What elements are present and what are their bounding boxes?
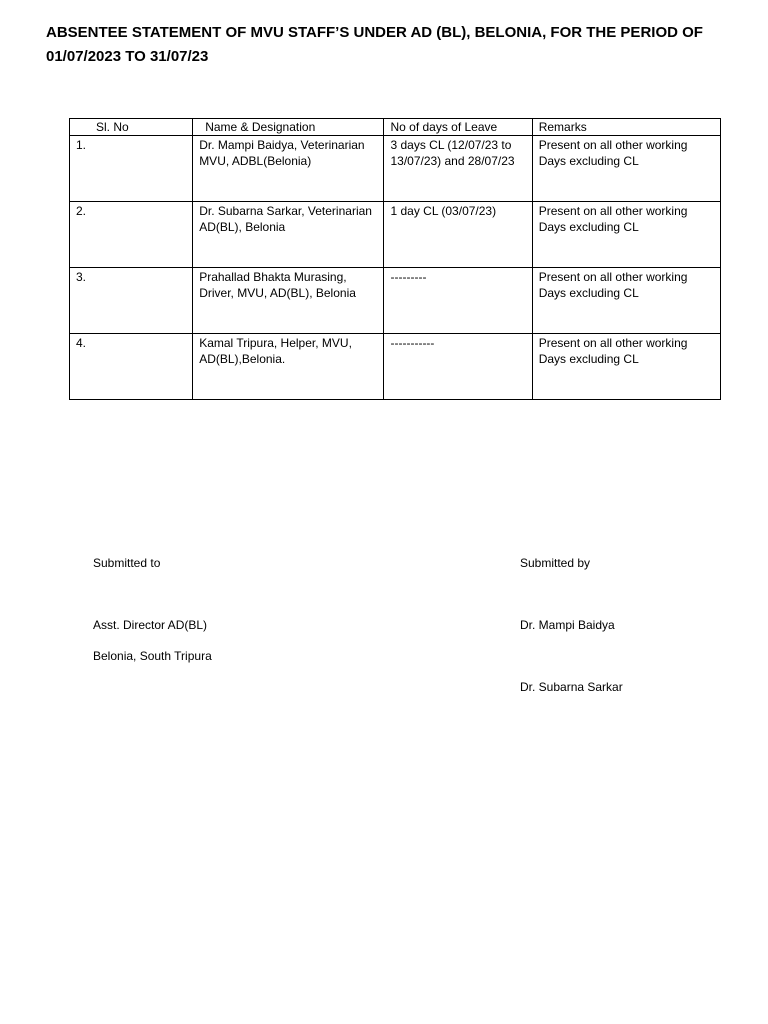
cell-name-designation: Dr. Mampi Baidya, Veterinarian MVU, ADBL(Belonia) xyxy=(193,136,384,202)
cell-remarks: Present on all other working Days excluding CL xyxy=(532,334,720,400)
cell-name-designation: Kamal Tripura, Helper, MVU, AD(BL),Belonia. xyxy=(193,334,384,400)
cell-sl-no: 4. xyxy=(70,334,193,400)
header-days-of-leave: No of days of Leave xyxy=(384,119,532,136)
cell-days-of-leave: ----------- xyxy=(384,334,532,400)
cell-name-designation: Prahallad Bhakta Murasing, Driver, MVU, AD(BL), Belonia xyxy=(193,268,384,334)
header-name-designation: Name & Designation xyxy=(193,119,384,136)
header-remarks: Remarks xyxy=(532,119,720,136)
cell-days-of-leave: --------- xyxy=(384,268,532,334)
table-row xyxy=(70,334,721,400)
table-row xyxy=(70,202,721,268)
cell-remarks: Present on all other working Days excluding CL xyxy=(532,136,720,202)
cell-sl-no: 1. xyxy=(70,136,193,202)
cell-days-of-leave: 1 day CL (03/07/23) xyxy=(384,202,532,268)
cell-sl-no: 3. xyxy=(70,268,193,334)
table-row xyxy=(70,268,721,334)
absentee-table xyxy=(69,118,721,400)
table-row xyxy=(70,136,721,202)
submitted-by-label: Submitted by xyxy=(520,556,591,570)
cell-name-designation: Dr. Subarna Sarkar, Veterinarian AD(BL), Belonia xyxy=(193,202,384,268)
submitter-name-1: Dr. Mampi Baidya xyxy=(520,618,615,632)
submitter-name-2: Dr. Subarna Sarkar xyxy=(520,680,623,694)
cell-sl-no: 2. xyxy=(70,202,193,268)
recipient-location: Belonia, South Tripura xyxy=(93,649,212,663)
document-title: ABSENTEE STATEMENT OF MVU STAFF’S UNDER AD (BL), BELONIA, FOR THE PERIOD OF 01/07/2023 TO 31/07/23 xyxy=(46,24,703,65)
cell-remarks: Present on all other working Days excluding CL xyxy=(532,268,720,334)
header-sl-no: Sl. No xyxy=(70,119,193,136)
cell-days-of-leave: 3 days CL (12/07/23 to 13/07/23) and 28/07/23 xyxy=(384,136,532,202)
recipient-designation: Asst. Director AD(BL) xyxy=(93,618,208,632)
submitted-to-label: Submitted to xyxy=(93,556,161,570)
table-header-row xyxy=(70,119,721,136)
cell-remarks: Present on all other working Days excluding CL xyxy=(532,202,720,268)
